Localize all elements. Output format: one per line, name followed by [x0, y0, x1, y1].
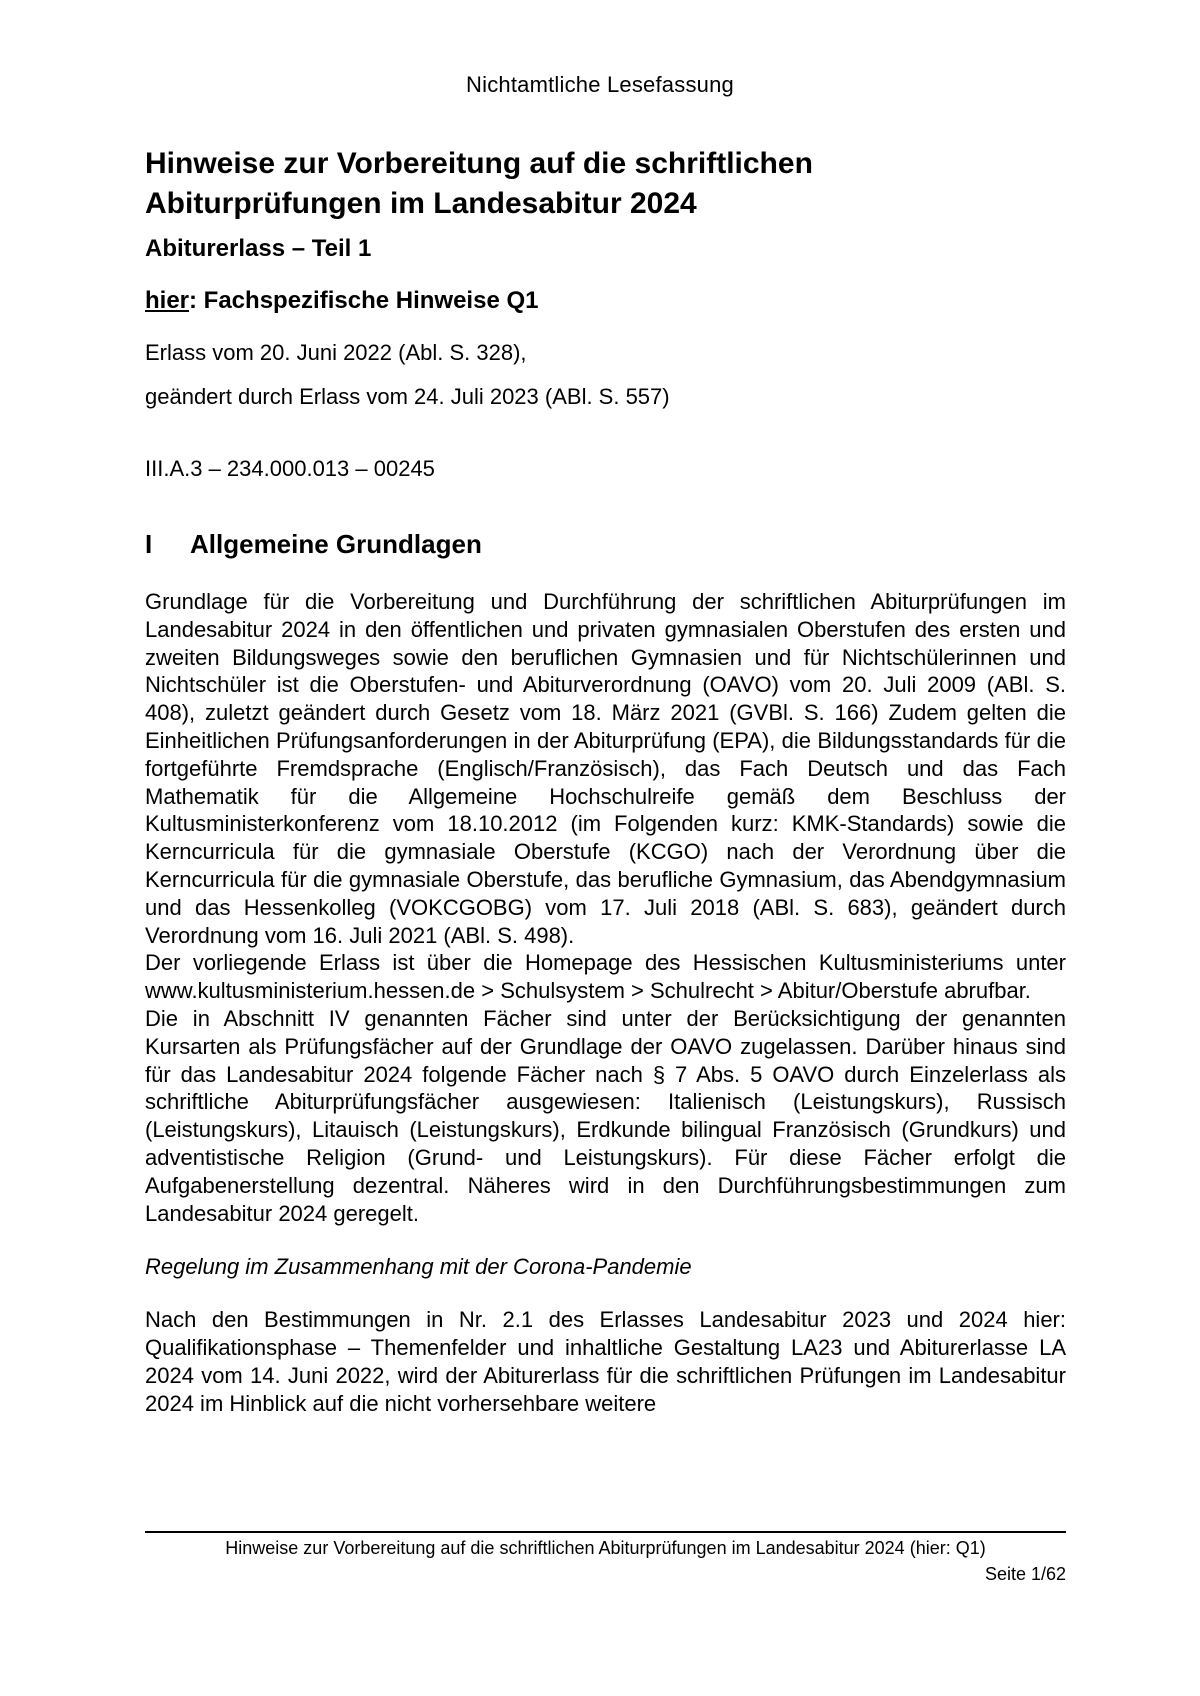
page-number: Seite 1/62: [984, 1564, 1066, 1584]
footer-divider: [145, 1531, 1066, 1533]
subtitle-part: Abiturerlass – Teil 1: [145, 235, 372, 262]
main-content: [145, 144, 1066, 1418]
section-title: Allgemeine Grundlagen: [190, 529, 482, 559]
paragraph-subjects: Die in Abschnitt IV genannten Fächer sind unter der Berücksichtigung der genannten Kursarten als Prüfungsfächer auf der Grundlage der OAVO zugelassen. Darüber hinaus sind für das Landesabitur 2024 folgende Fächer nach § 7 Abs. 5 OAVO durch Einzelerlass als schriftliche Abiturprüfungsfächer ausgewiesen: Italienisch (Leistungskurs), Russisch (Leistungskurs), Litauisch (Leistungskurs), Erdkunde bilingual Französisch (Grundkurs) und adventistische Religion (Grund- und Leistungskurs). Für diese Fächer erfolgt die Aufgabenerstellung dezentral. Näheres wird in den Durchführungsbestimmungen zum Landesabitur 2024 geregelt.: [145, 1005, 1066, 1226]
section-number: I: [145, 529, 153, 559]
footer-title: Hinweise zur Vorbereitung auf die schriftlichen Abiturprüfungen im Landesabitur 2024 (hier: Q1): [225, 1538, 986, 1558]
title-line-1: Hinweise zur Vorbereitung auf die schriftlichen: [145, 147, 813, 180]
subtitle-scope-text: : Fachspezifische Hinweise Q1: [189, 287, 539, 314]
paragraph-corona: Nach den Bestimmungen in Nr. 2.1 des Erlasses Landesabitur 2023 und 2024 hier: Qualifikationsphase – Themenfelder und inhaltliche Gestaltung LA23 und Abiturerlasse LA 2024 vom 14. Juni 2022, wird der Abiturerlass für die schriftlichen Prüfungen im Landesabitur 2024 im Hinblick auf die nicht vorhersehbare weitere: [145, 1307, 1066, 1416]
file-reference: III.A.3 – 234.000.013 – 00245: [145, 456, 435, 481]
paragraph-availability: Der vorliegende Erlass ist über die Homepage des Hessischen Kultusministeriums unter www.kultusministerium.hessen.de > Schulsystem > Schulrecht > Abitur/Oberstufe abrufbar.: [145, 950, 1066, 1004]
decree-amendment: geändert durch Erlass vom 24. Juli 2023 (ABl. S. 557): [145, 384, 670, 409]
subtitle-underlined-word: hier: [145, 287, 190, 314]
subsection-heading: Regelung im Zusammenhang mit der Corona-Pandemie: [145, 1254, 692, 1280]
title-line-2: Abiturprüfungen im Landesabitur 2024: [145, 187, 697, 220]
section-heading: [145, 528, 1066, 560]
paragraph-basis: Grundlage für die Vorbereitung und Durchführung der schriftlichen Abiturprüfungen im Landesabitur 2024 in den öffentlichen und privaten gymnasialen Oberstufen des ersten und zweiten Bildungsweges sowie den beruflichen Gymnasien und für Nichtschülerinnen und Nichtschüler ist die Oberstufen- und Abiturverordnung (OAVO) vom 20. Juli 2009 (ABl. S. 408), zuletzt geändert durch Gesetz vom 18. März 2021 (GVBl. S. 166) Zudem gelten die Einheitlichen Prüfungsanforderungen in der Abiturprüfung (EPA), die Bildungsstandards für die fortgeführte Fremdsprache (Englisch/Französisch), das Fach Deutsch und das Fach Mathematik für die Allgemeine Hochschulreife gemäß dem Beschluss der Kultusministerkonferenz vom 18.10.2012 (im Folgenden kurz: KMK-Standards) sowie die Kerncurricula für die gymnasiale Oberstufe (KCGO) nach der Verordnung über die Kerncurricula für die gymnasiale Oberstufe, das berufliche Gymnasium, das Abendgymnasium und das Hessenkolleg (VOKCGOBG) vom 17. Juli 2018 (ABl. S. 683), geändert durch Verordnung vom 16. Juli 2021 (ABl. S. 498).: [145, 589, 1066, 948]
decree-date: Erlass vom 20. Juni 2022 (Abl. S. 328),: [145, 340, 527, 365]
header-note: Nichtamtliche Lesefassung: [466, 72, 734, 97]
document-title: [145, 144, 1066, 224]
subtitle-scope: [145, 286, 1066, 316]
